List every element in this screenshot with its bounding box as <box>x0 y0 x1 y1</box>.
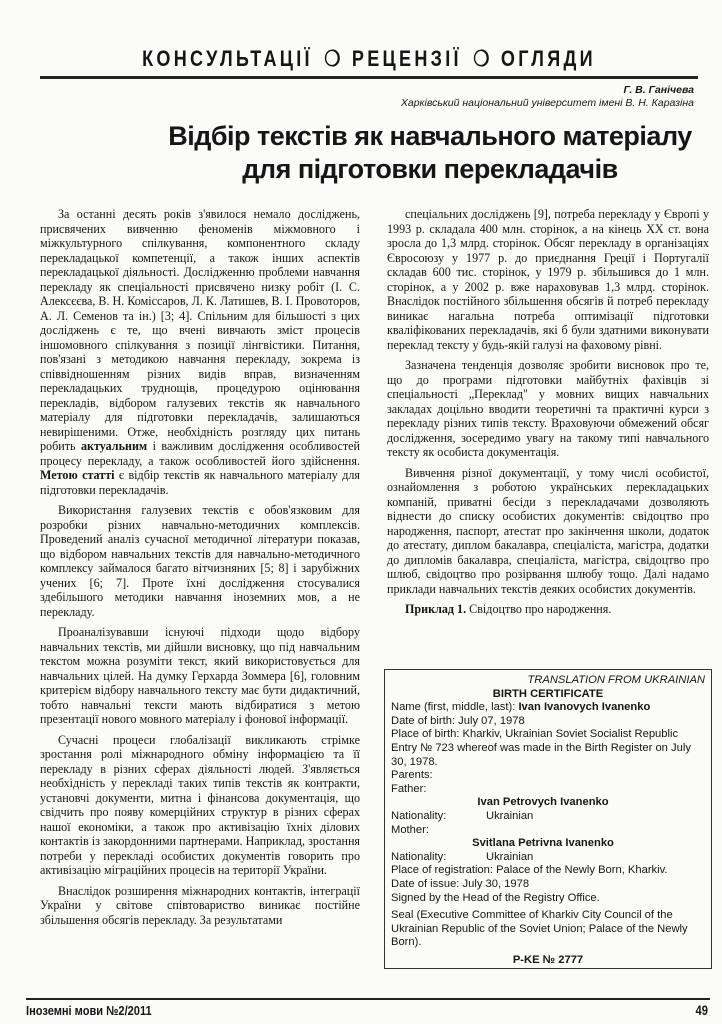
paragraph: Сучасні процеси глобалізації викликають стрімке зростання ролі міжнародного обміну інформацією та її перекладу в різних сферах діяльності людей. З'являється необхідність у перекладі таких типів текстів як контракти, установчі документи, митна і фінансова документація, що свідчить про появу комерційних структур в різних сферах нашої економіки, а також про активізацію їхніх ділових контактів із закордонними партнерами. Наприклад, зростання потреби у перекладі особистих документів говорить про активізацію міграційних процесів на території України. <box>40 732 360 877</box>
author-affiliation: Харківський національний університет імені В. Н. Каразіна <box>400 97 694 109</box>
circle-separator-icon: ❍ <box>473 46 490 71</box>
title-line-2: для підготовки перекладачів <box>242 154 618 184</box>
paragraph: Внаслідок розширення міжнародних контактів, інтеграції України у світове співтовариство виникає постійне збільшення обсягів перекладу. За результатами <box>40 883 360 927</box>
father-name: Ivan Petrovych Ivanenko <box>477 796 609 809</box>
birth-certificate-box <box>384 669 712 969</box>
author-name: Г. В. Ганічева <box>623 84 694 96</box>
paragraph: спеціальних досліджень [9], потреба перекладу у Європі у 1993 р. складала 400 млн. сторінок, а на кінець ХХ ст. вона зросла до 1,3 млрд. сторінок. Обсяг перекладу в організаціях Євросоюзу у 1977 р. до приєднання Греції і Португалії складав 600 тис. сторінок, у 1979 р. збільшився до 1 млн. сторінок, а у 2002 р. вже нараховував 1,3 млрд. сторінок. Внаслідок постійного збільшення обсягів й потреб перекладу виникає нагальна потреба оптимізації підготовки кваліфікованих перекладачів, які б були здатними виконувати переклад тексту у будь-якій галузі на фаховому рівні. <box>387 207 709 352</box>
date-of-issue: Date of issue: July 30, 1978 <box>391 877 530 890</box>
name-line: Name (first, middle, last): Ivan Ivanovych Ivanenko <box>391 701 651 714</box>
section-overviews: ОГЛЯДИ <box>500 46 596 71</box>
paragraph: Вивчення різної документації, у тому числі особистої, ознайомлення з роботою українських перекладацьких компаній, приватні бесіди з перекладачами дозволяють віднести до списку особистих документів: свідоцтво про народження, паспорт, атестат про закінчення школи, додаток до атестату, диплом бакалавра, спеціаліста, магістра, додатки до дипломів бакалавра, спеціаліста, магістра, свідоцтво про шлюб, свідоцтво про розірвання шлюбу тощо. Далі надамо приклади навчальних текстів деяких особистих документів. <box>387 465 709 596</box>
certificate-number: P-KE № 2777 <box>512 953 584 966</box>
father-label: Father: <box>391 782 427 795</box>
father-nationality: Nationality: Ukrainian <box>391 809 534 822</box>
section-reviews: РЕЦЕНЗІЇ <box>351 46 462 71</box>
paragraph: Зазначена тенденція дозволяє зробити висновок про те, що до програми підготовки майбутніх фахівців зі спеціальності „Переклад" у мовних вищих навчальних закладах доцільно вводити теоретичні та практичні курси з перекладу різних типів тексту. Враховуючи обмежений обсяг дослідження, зосередимо увагу на такому типі навчального тексту як особиста документація. <box>387 358 709 459</box>
seal-line: Seal (Executive Committee of Kharkiv City Council of the Ukrainian Republic of the Soviet Union; Palace of the Newly Born). <box>391 909 688 949</box>
footer-rule <box>26 998 710 1000</box>
author-block <box>401 84 694 110</box>
right-column <box>387 207 709 623</box>
translation-header: TRANSLATION FROM UKRAINIAN <box>527 674 705 686</box>
mother-name: Svitlana Petrivna Ivanenko <box>472 837 614 850</box>
section-consultations: КОНСУЛЬТАЦІЇ <box>142 46 313 71</box>
article-title <box>160 120 700 186</box>
parents-label: Parents: <box>391 769 433 782</box>
header-rule <box>40 76 698 79</box>
circle-separator-icon: ❍ <box>324 46 341 71</box>
signed-line: Signed by the Head of the Registry Office. <box>391 891 600 904</box>
section-header <box>99 44 639 74</box>
paragraph: За останні десять років з'явилося немало досліджень, присвячених вивченню феноменів міжмовного і міжкультурного спілкування, компонентного складу перекладацької компетенції, а також інших аспектів перекладацької діяльності. Дослідженню проблеми навчання перекладу як спеціальності присвячено низку робіт (І. С. Алексєєва, В. Н. Комісcаров, Л. К. Латишев, В. І. Провоторов, А. Л. Семенов та ін.) [3; 4]. Спільним для більшості з цих досліджень є те, що вчені вивчають зміст процесів іншомовного спілкування з позиції лінгвістики. Питання, пов'язані з методикою навчання перекладу, зокрема із співвідношенням різних видів вправ, визначенням перекладацьких труднощів, процедурою оцінювання перекладів, відбором галузевих текстів як навчального матеріалу для підготовки перекладачів, залишаються невирішеними. Отже, необхідність розгляду цих питань робить актуальним і важливим дослідження особливостей процесу перекладу, а також особливостей його здійснення. Метою статті є відбір текстів як навчального матеріалу для підготовки перекладачів. <box>40 207 360 497</box>
journal-name: Іноземні мови №2/2011 <box>26 1003 152 1018</box>
paragraph: Використання галузевих текстів є обов'язковим для розробки різних навчально-методичних комплексів. Проведений аналіз сучасної методичної літератури показав, що відбором навчальних текстів для навчально-методичного комплексу займалося багато вітчизняних [5; 8] і зарубіжних учених [6; 7]. Проте їхні дослідження стосувалися здебільшого методики навчання іноземних мов, а не перекладу. <box>40 503 360 619</box>
pob-line: Place of birth: Kharkiv, Ukrainian Soviet Socialist Republic Entry № 723 whereof was made in the Birth Register on July 30, 1978. <box>391 728 691 768</box>
left-column <box>40 207 360 933</box>
place-of-registration: Place of registration: Palace of the Newly Born, Kharkiv. <box>391 864 668 877</box>
page-number: 49 <box>695 1002 709 1018</box>
dob-line: Date of birth: July 07, 1978 <box>391 714 525 727</box>
certificate-caption: BIRTH CERTIFICATE <box>492 687 604 700</box>
mother-nationality: Nationality: Ukrainian <box>391 850 534 863</box>
mother-label: Mother: <box>391 823 429 836</box>
title-line-1: Відбір текстів як навчального матеріалу <box>168 121 692 151</box>
paragraph: Проаналізувавши існуючі підходи щодо відбору навчальних текстів, ми дійшли висновку, що під навчальним текстом можна розуміти текст, який використовується для навчальних цілей. На думку Герхарда Зоммера [6], головним критерієм відбору навчального тексту має бути дидактичний, тобто навчальні тексти мають відбиратися з метою презентації нового мовного матеріалу і фонової інформації. <box>40 625 360 726</box>
example-caption: Приклад 1. Свідоцтво про народження. <box>405 602 612 616</box>
